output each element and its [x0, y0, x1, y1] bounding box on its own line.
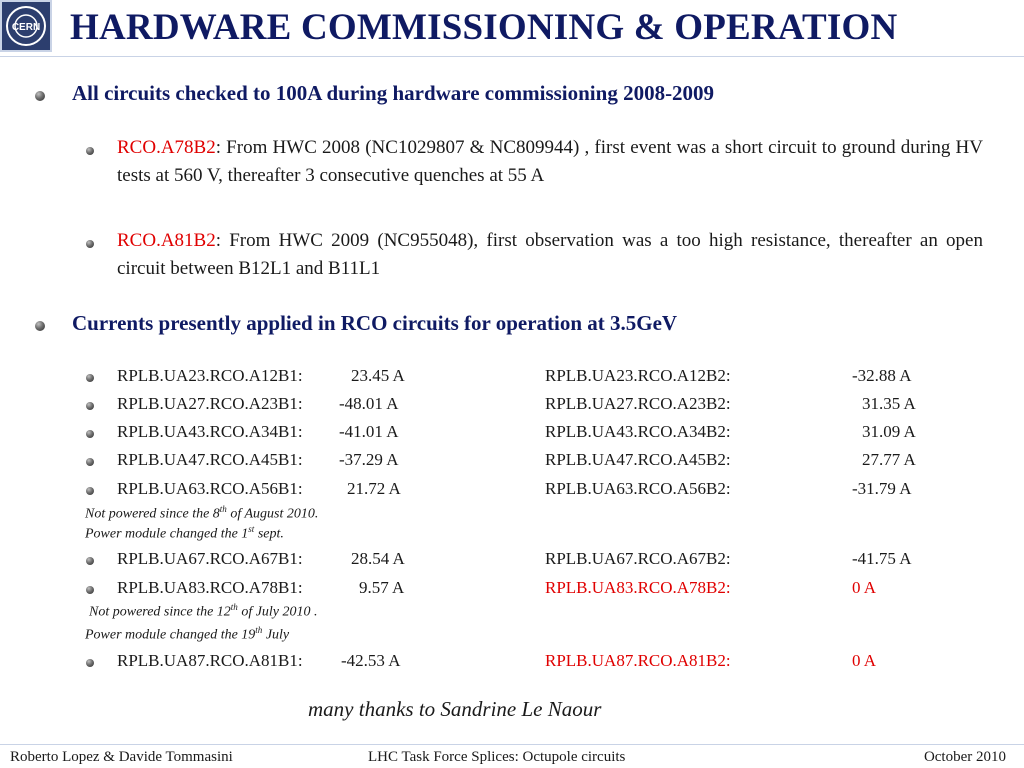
note-sup: th: [255, 625, 263, 635]
current-b2: 31.09 A: [862, 422, 916, 441]
bullet-icon: [86, 487, 94, 495]
current-b1: 23.45 A: [351, 366, 405, 385]
current-b2: -31.79 A: [852, 479, 912, 498]
circuit-b1: RPLB.UA27.RCO.A23B1:: [117, 394, 303, 413]
note-text: of July 2010 .: [237, 604, 318, 620]
svg-text:CERN: CERN: [11, 22, 41, 33]
circuit-b2-fault: RPLB.UA83.RCO.A78B2:: [545, 578, 731, 597]
circuit-b1: RPLB.UA47.RCO.A45B1:: [117, 450, 303, 469]
circuit-b1: RPLB.UA43.RCO.A34B1:: [117, 422, 303, 441]
note-text: sept.: [254, 526, 284, 542]
circuit-b1: RPLB.UA67.RCO.A67B1:: [117, 549, 303, 568]
bullet-icon: [86, 402, 94, 410]
note-text: Not powered since the 12: [89, 604, 231, 620]
bullet-icon: [86, 430, 94, 438]
circuit-label: RCO.A78B2: [117, 137, 216, 158]
note-text: July: [262, 627, 290, 643]
current-b1: -42.53 A: [341, 651, 401, 670]
note-a56b1: [85, 504, 318, 523]
circuit-b2: RPLB.UA47.RCO.A45B2:: [545, 450, 731, 469]
acknowledgement: many thanks to Sandrine Le Naour: [308, 697, 602, 721]
slide-footer: [0, 744, 1024, 768]
circuit-b1: RPLB.UA23.RCO.A12B1:: [117, 366, 303, 385]
bullet-icon: [86, 659, 94, 667]
circuit-b2: RPLB.UA23.RCO.A12B2:: [545, 366, 731, 385]
bullet-icon: [86, 147, 94, 155]
circuit-b2-fault: RPLB.UA87.RCO.A81B2:: [545, 651, 731, 670]
circuit-b2: RPLB.UA63.RCO.A56B2:: [545, 479, 731, 498]
circuit-b2: RPLB.UA27.RCO.A23B2:: [545, 394, 731, 413]
current-b2-fault: 0 A: [852, 651, 877, 670]
current-b1: 9.57 A: [359, 578, 405, 597]
footer-topic: LHC Task Force Splices: Octupole circuits: [368, 749, 626, 765]
note-a56b1-module: [85, 524, 284, 543]
cern-logo: [0, 0, 52, 52]
note-sup: th: [219, 504, 227, 514]
circuit-label: RCO.A81B2: [117, 230, 216, 251]
current-b1: 28.54 A: [351, 549, 405, 568]
section1-item-2: [117, 227, 983, 283]
circuit-b2: RPLB.UA43.RCO.A34B2:: [545, 422, 731, 441]
bullet-icon: [86, 458, 94, 466]
circuit-b1: RPLB.UA83.RCO.A78B1:: [117, 578, 303, 597]
title-divider: [0, 56, 1024, 57]
current-b2-fault: 0 A: [852, 578, 877, 597]
bullet-icon: [35, 321, 45, 331]
note-a78b2-module: [85, 625, 289, 644]
current-b2: -32.88 A: [852, 366, 912, 385]
slide-title: HARDWARE COMMISSIONING & OPERATION: [70, 7, 898, 48]
bullet-icon: [86, 557, 94, 565]
item-text: : From HWC 2009 (NC955048), first observation was a too high resistance, thereafter an open circuit between B12L1 and B11L1: [117, 230, 983, 279]
circuit-b1: RPLB.UA63.RCO.A56B1:: [117, 479, 303, 498]
section1-item-1: [117, 134, 983, 190]
bullet-icon: [35, 91, 45, 101]
circuit-b2: RPLB.UA67.RCO.A67B2:: [545, 549, 731, 568]
note-text: Power module changed the 19: [85, 627, 256, 643]
note-a78b2: [89, 602, 318, 621]
note-text: of August 2010.: [226, 506, 319, 522]
current-b1: -37.29 A: [339, 450, 399, 469]
current-b1: 21.72 A: [347, 479, 401, 498]
footer-authors: Roberto Lopez & Davide Tommasini: [10, 749, 233, 765]
note-text: Not powered since the 8: [85, 506, 220, 522]
bullet-icon: [86, 374, 94, 382]
current-b1: -48.01 A: [339, 394, 399, 413]
slide-header: [0, 0, 1024, 56]
note-text: Power module changed the 1: [85, 526, 249, 542]
note-sup: st: [248, 524, 255, 534]
item-text: : From HWC 2008 (NC1029807 & NC809944) , first event was a short circuit to ground during HV tests at 560 V, thereafter 3 consecutive quenches at 55 A: [117, 137, 983, 186]
note-sup: th: [230, 602, 238, 612]
footer-date: October 2010: [923, 749, 1006, 765]
circuit-b1: RPLB.UA87.RCO.A81B1:: [117, 651, 303, 670]
current-b2: -41.75 A: [852, 549, 912, 568]
bullet-icon: [86, 586, 94, 594]
section2-heading: Currents presently applied in RCO circuits for operation at 3.5GeV: [72, 311, 678, 335]
current-b1: -41.01 A: [339, 422, 399, 441]
current-b2: 27.77 A: [862, 450, 916, 469]
section1-heading: All circuits checked to 100A during hardware commissioning 2008-2009: [72, 81, 715, 105]
current-b2: 31.35 A: [862, 394, 916, 413]
bullet-icon: [86, 240, 94, 248]
